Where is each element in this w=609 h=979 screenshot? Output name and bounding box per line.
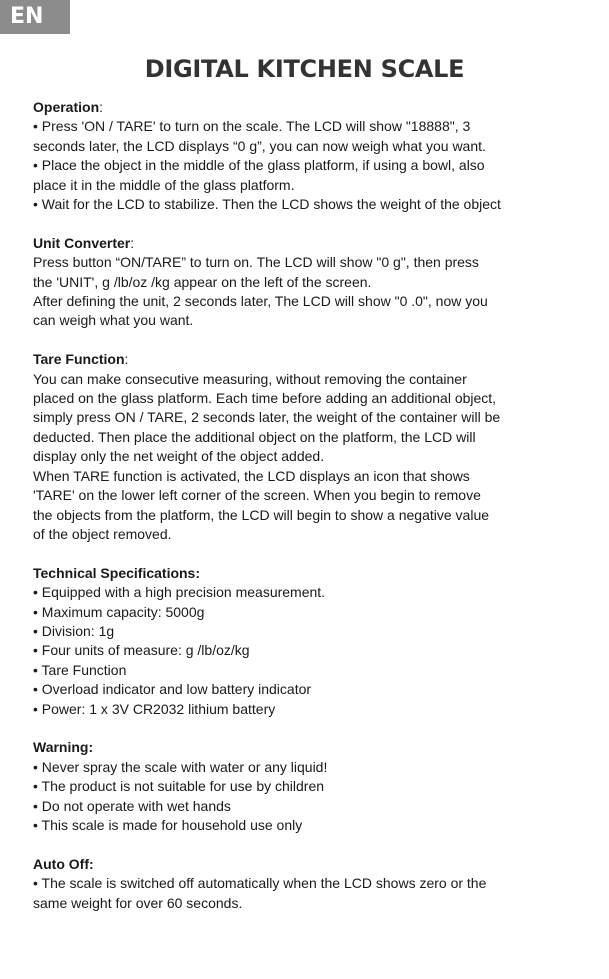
section-heading-text: Operation — [33, 99, 100, 115]
body-line: After defining the unit, 2 seconds later, The LCD will show "0 .0", now you — [33, 293, 488, 310]
section-technical-specifications — [33, 564, 593, 719]
section-unit-converter — [33, 234, 593, 331]
body-line: simply press ON / TARE, 2 seconds later, the weight of the container will be — [33, 409, 501, 426]
section-auto-off — [33, 855, 593, 913]
section-heading — [33, 738, 593, 757]
body-line: display only the net weight of the object added. — [33, 448, 325, 465]
page-title: DIGITAL KITCHEN SCALE — [144, 55, 465, 83]
body-line: of the object removed. — [33, 525, 172, 542]
body-line: seconds later, the LCD displays “0 g”, you can now weigh what you want. — [33, 137, 486, 154]
body-line: When TARE function is activated, the LCD displays an icon that shows — [33, 467, 470, 484]
section-heading-text: Warning: — [33, 739, 94, 756]
body-line: • Never spray the scale with water or any liquid! — [33, 758, 328, 775]
body-line: • Place the object in the middle of the glass platform, if using a bowl, also — [33, 157, 485, 174]
body-line: • Wait for the LCD to stabilize. Then the LCD shows the weight of the object — [33, 196, 501, 213]
section-tare-function — [33, 350, 593, 544]
body-line: place it in the middle of the glass platform. — [33, 176, 295, 193]
body-line: • Do not operate with wet hands — [33, 797, 231, 814]
section-heading-colon: : — [99, 99, 104, 115]
body-line: deducted. Then place the additional object on the platform, the LCD will — [33, 428, 476, 445]
body-line: • This scale is made for household use only — [33, 816, 303, 833]
section-heading-colon: : — [130, 234, 135, 251]
manual-body — [33, 98, 593, 932]
section-heading-colon: : — [124, 351, 129, 368]
body-line: • Maximum capacity: 5000g — [33, 603, 205, 620]
body-line: placed on the glass platform. Each time before adding an additional object, — [33, 390, 497, 407]
body-line: • The scale is switched off automatically when the LCD shows zero or the — [33, 875, 487, 892]
body-line: same weight for over 60 seconds. — [33, 894, 243, 911]
body-line: • Tare Function — [33, 661, 127, 678]
language-tab: EN — [0, 0, 70, 34]
body-line: 'TARE' on the lower left corner of the screen. When you begin to remove — [33, 487, 481, 504]
body-line: Press button “ON/TARE” to turn on. The LCD will show "0 g", then press — [33, 254, 479, 271]
body-line: can weigh what you want. — [33, 312, 194, 329]
body-line: • Power: 1 x 3V CR2032 lithium battery — [33, 700, 276, 717]
section-heading — [33, 234, 593, 253]
section-heading — [33, 350, 593, 369]
section-heading — [33, 98, 593, 117]
section-heading-text: Unit Converter — [33, 234, 131, 251]
section-heading — [33, 564, 593, 583]
body-line: • Four units of measure: g /lb/oz/kg — [33, 642, 250, 659]
section-heading-text: Tare Function — [33, 351, 125, 368]
body-line: • Press 'ON / TARE' to turn on the scale. The LCD will show "18888", 3 — [33, 118, 471, 135]
section-warning — [33, 738, 593, 835]
body-line: • The product is not suitable for use by children — [33, 778, 325, 795]
body-line: You can make consecutive measuring, without removing the container — [33, 370, 467, 387]
body-line: the 'UNIT', g /lb/oz /kg appear on the left of the screen. — [33, 273, 372, 290]
body-line: • Overload indicator and low battery indicator — [33, 681, 312, 698]
body-line: the objects from the platform, the LCD will begin to show a negative value — [33, 506, 490, 523]
section-heading-text: Technical Specifications: — [33, 564, 201, 581]
section-heading — [33, 855, 593, 874]
section-operation — [33, 98, 593, 214]
body-line: • Division: 1g — [33, 622, 115, 639]
body-line: • Equipped with a high precision measurement. — [33, 584, 326, 601]
section-heading-text: Auto Off: — [33, 855, 94, 872]
